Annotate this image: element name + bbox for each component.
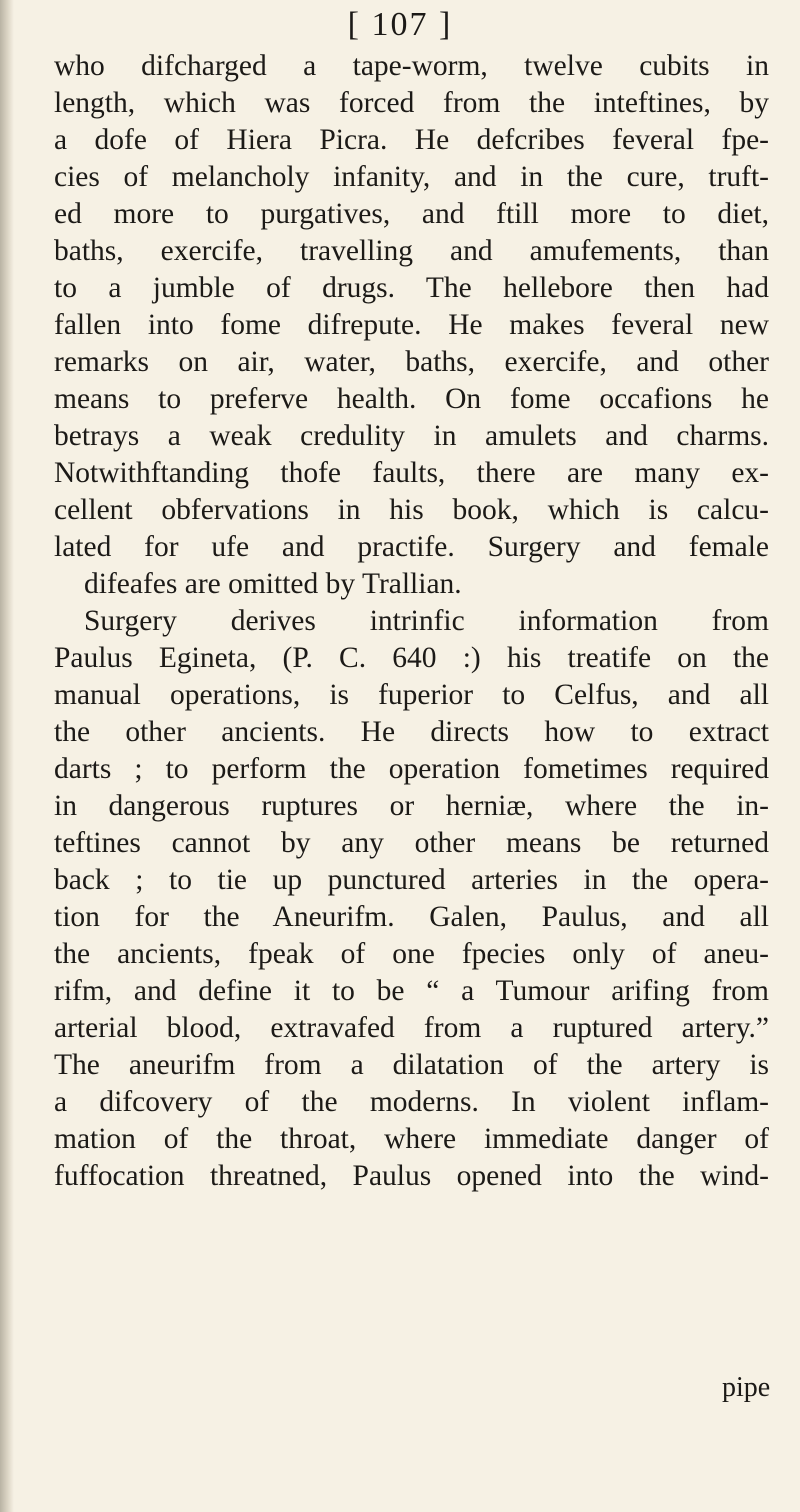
text-line: to a jumble of drugs. The hellebore then had [54,272,769,304]
text-line: who difcharged a tape-worm, twelve cubits in [54,50,769,82]
text-line: lated for ufe and practife. Surgery and female [54,531,769,563]
page-number: [ 107 ] [347,6,453,43]
text-line: rifm, and define it to be “ a Tumour arifing from [54,975,769,1007]
text-line: cies of melancholy infanity, and in the cure, truft- [54,161,769,193]
text-line: fuffocation threatned, Paulus opened into the wind- [54,1160,769,1192]
text-line: remarks on air, water, baths, exercife, and other [54,346,769,378]
text-line: ed more to purgatives, and ftill more to diet, [54,198,769,230]
text-line: betrays a weak credulity in amulets and charms. [54,420,769,452]
body-text [54,48,769,1195]
spine-shadow [0,0,14,1512]
text-line: fallen into fome difrepute. He makes feveral new [54,309,769,341]
text-line: length, which was forced from the inteftines, by [54,87,769,119]
text-line: in dangerous ruptures or herniæ, where the in- [54,790,769,822]
text-line: the ancients, fpeak of one fpecies only of aneu- [54,938,769,970]
text-line: Notwithftanding thofe faults, there are many ex- [54,457,769,489]
text-line: The aneurifm from a dilatation of the artery is [54,1049,769,1081]
section-start-line: Surgery derives intrinfic information from [84,605,769,637]
text-line: back ; to tie up punctured arteries in the opera- [54,864,769,896]
text-line: cellent obfervations in his book, which is calcu- [54,494,769,526]
text-line: means to preferve health. On fome occafions he [54,383,769,415]
text-line: darts ; to perform the operation fometimes required [54,753,769,785]
paragraph-end-line: difeafes are omitted by Trallian. [84,568,462,600]
text-line: manual operations, is fuperior to Celfus, and all [54,679,769,711]
text-line: arterial blood, extravafed from a ruptured artery.” [54,1012,769,1044]
text-line: the other ancients. He directs how to extract [54,716,769,748]
text-line: baths, exercife, travelling and amufements, than [54,235,769,267]
text-line: a dofe of Hiera Picra. He defcribes feveral fpe- [54,124,769,156]
text-line: teftines cannot by any other means be returned [54,827,769,859]
text-line: mation of the throat, where immediate danger of [54,1123,769,1155]
text-line: Paulus Egineta, (P. C. 640 :) his treatife on the [54,642,769,674]
catchword: pipe [722,1372,771,1403]
text-line: a difcovery of the moderns. In violent inflam- [54,1086,769,1118]
text-line: tion for the Aneurifm. Galen, Paulus, and all [54,901,769,933]
